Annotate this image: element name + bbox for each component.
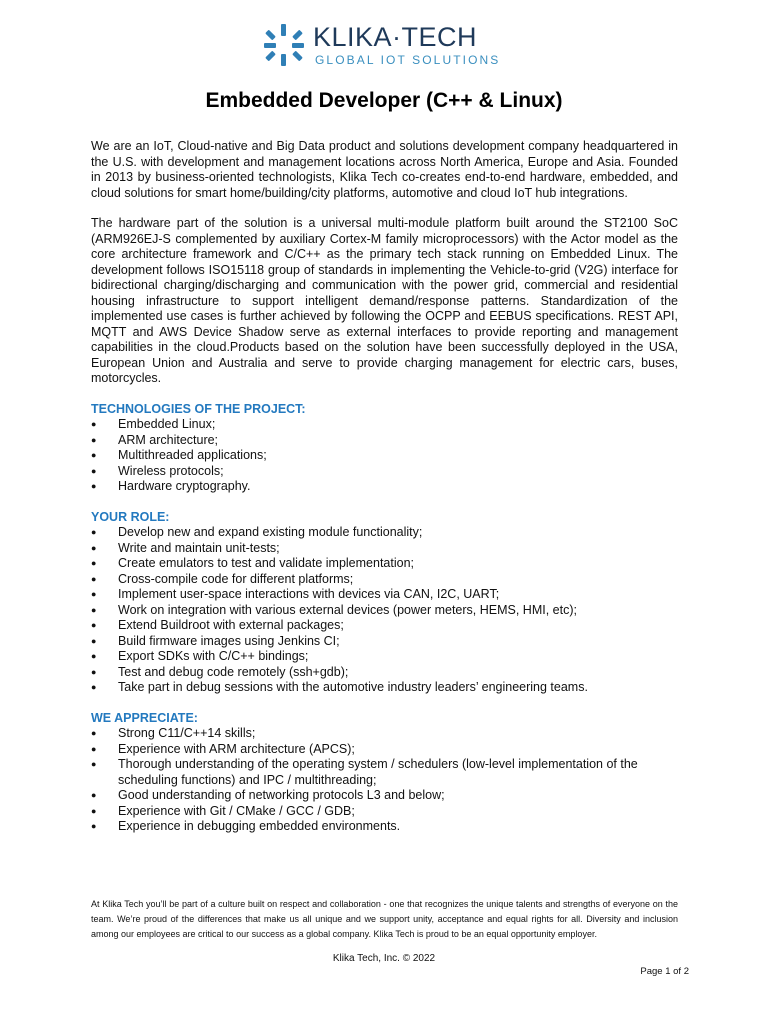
bullet-icon: ● — [91, 434, 97, 445]
list-item-text: Work on integration with various external devices (power meters, HEMS, HMI, etc); — [118, 602, 577, 617]
list-item — [91, 618, 678, 634]
bullet-icon: ● — [91, 481, 97, 491]
logo-wordmark: KLIKA·TECH — [313, 22, 478, 52]
list-item-text: Cross-compile code for different platforms; — [118, 571, 354, 586]
bullet-list — [91, 525, 678, 696]
bullet-icon: ● — [91, 527, 97, 537]
list-item — [91, 804, 678, 820]
list-item-text: Implement user-space interactions with devices via CAN, I2C, UART; — [118, 587, 500, 601]
bullet-icon: ● — [91, 805, 97, 816]
bullet-icon: ● — [91, 790, 97, 800]
list-item-text: Experience with Git / CMake / GCC / GDB; — [118, 803, 355, 818]
bullet-icon: ● — [91, 542, 97, 553]
list-item — [91, 433, 678, 449]
list-item-text: ARM architecture; — [118, 432, 219, 447]
list-item-text: Extend Buildroot with external packages; — [118, 618, 344, 632]
list-item-text: Multithreaded applications; — [118, 448, 267, 462]
bullet-icon: ● — [91, 450, 97, 460]
list-item — [91, 742, 678, 758]
list-item — [91, 680, 678, 696]
list-item — [91, 448, 678, 464]
bullet-icon: ● — [91, 728, 97, 738]
hardware-paragraph: The hardware part of the solution is a universal multi-module platform built around the ST2100 SoC (ARM926EJ-S complemented by auxiliary Cortex-M family microprocessors) with the Actor model as the core architecture framework and C/C++ as the primary tech stack running on Embedded Linux. The development follows ISO15118 group of standards in implementing the Vehicle-to-grid (V2G) interface for bidirectional charging/discharging and communication with the power grid, commercial and residential housing infrastructure to support intelligent demand/response patterns. Standardization of the implemented use cases is further achieved by following the OCPP and EEBUS specifications. REST API, MQTT and AWS Device Shadow serve as external interfaces to provide reporting and management capabilities in the cloud.Products based on the solution have been successfully deployed in the USA, European Union and Australia and serve to provide charging management for electric cars, buses, motorcycles. — [91, 216, 678, 385]
list-item — [91, 788, 678, 804]
list-item — [91, 665, 678, 681]
list-item — [91, 464, 678, 480]
section-we-appreciate — [91, 711, 678, 835]
list-item-text: Embedded Linux; — [118, 417, 216, 431]
list-item — [91, 417, 678, 433]
list-item-text: Thorough understanding of the operating system / schedulers (low-level implementation of the scheduling functions) and IPC / multithreading; — [118, 757, 638, 787]
list-item — [91, 649, 678, 665]
list-item — [91, 726, 678, 742]
bullet-icon: ● — [91, 635, 97, 646]
list-item — [91, 819, 678, 835]
section-technologies — [91, 402, 678, 495]
bullet-list — [91, 417, 678, 495]
list-item-text: Good understanding of networking protocols L3 and below; — [118, 788, 445, 802]
list-item-text: Take part in debug sessions with the automotive industry leaders’ engineering teams. — [118, 680, 588, 694]
page-number: Page 1 of 2 — [640, 966, 689, 977]
list-item — [91, 541, 678, 557]
bullet-icon: ● — [91, 573, 97, 584]
list-item-text: Strong C11/C++14 skills; — [118, 726, 256, 740]
list-item-text: Test and debug code remotely (ssh+gdb); — [118, 664, 349, 679]
bullet-list — [91, 726, 678, 835]
section-your-role — [91, 510, 678, 696]
bullet-icon: ● — [91, 620, 97, 630]
intro-paragraph: We are an IoT, Cloud-native and Big Data product and solutions development company headquartered in the U.S. with development and management locations across North America, Europe and Asia. Founded in 2013 by business-oriented technologists, Klika Tech co-creates end-to-end hardware, embedded, and cloud solutions for smart home/building/city platforms, automotive and cloud IoT hub integrations. — [91, 139, 678, 200]
list-item-text: Experience in debugging embedded environments. — [118, 819, 401, 833]
section-title: WE APPRECIATE: — [91, 710, 198, 725]
bullet-icon: ● — [91, 682, 97, 692]
document-body — [91, 139, 678, 850]
bullet-icon: ● — [91, 743, 97, 754]
bullet-icon: ● — [91, 465, 97, 476]
list-item — [91, 479, 678, 495]
bullet-icon: ● — [91, 666, 97, 677]
list-item-text: Build firmware images using Jenkins CI; — [118, 633, 340, 648]
list-item-text: Write and maintain unit-tests; — [118, 540, 280, 555]
bullet-icon: ● — [91, 558, 97, 568]
bullet-icon: ● — [91, 651, 97, 661]
section-title: TECHNOLOGIES OF THE PROJECT: — [91, 401, 306, 416]
list-item — [91, 634, 678, 650]
bullet-icon: ● — [91, 759, 97, 769]
bullet-icon: ● — [91, 604, 97, 615]
copyright-notice: Klika Tech, Inc. © 2022 — [332, 953, 436, 964]
list-item-text: Develop new and expand existing module functionality; — [118, 525, 423, 539]
list-item — [91, 603, 678, 619]
list-item-text: Experience with ARM architecture (APCS); — [118, 741, 355, 756]
list-item — [91, 556, 678, 572]
list-item-text: Hardware cryptography. — [118, 479, 251, 493]
page-title: Embedded Developer (C++ & Linux) — [205, 89, 563, 112]
list-item-text: Export SDKs with C/C++ bindings; — [118, 649, 309, 663]
list-item — [91, 572, 678, 588]
list-item — [91, 525, 678, 541]
logo-mark-icon — [262, 22, 306, 68]
logo-tagline: GLOBAL IOT SOLUTIONS — [315, 53, 501, 67]
bullet-icon: ● — [91, 821, 97, 831]
list-item-text: Create emulators to test and validate implementation; — [118, 556, 414, 570]
bullet-icon: ● — [91, 589, 97, 599]
company-logo — [262, 22, 522, 72]
list-item-text: Wireless protocols; — [118, 463, 224, 478]
bullet-icon: ● — [91, 419, 97, 429]
section-title: YOUR ROLE: — [91, 509, 170, 524]
list-item — [91, 757, 678, 788]
equal-opportunity-statement: At Klika Tech you’ll be part of a culture built on respect and collaboration - one that recognizes the unique talents and strengths of everyone on the team. We’re proud of the differences that make us all unique and we support unity, acceptance and equal rights for all. Diversity and inclusion among our employees are critical to our success as a global company. Klika Tech is proud to be an equal opportunity employer. — [91, 899, 678, 939]
list-item — [91, 587, 678, 603]
